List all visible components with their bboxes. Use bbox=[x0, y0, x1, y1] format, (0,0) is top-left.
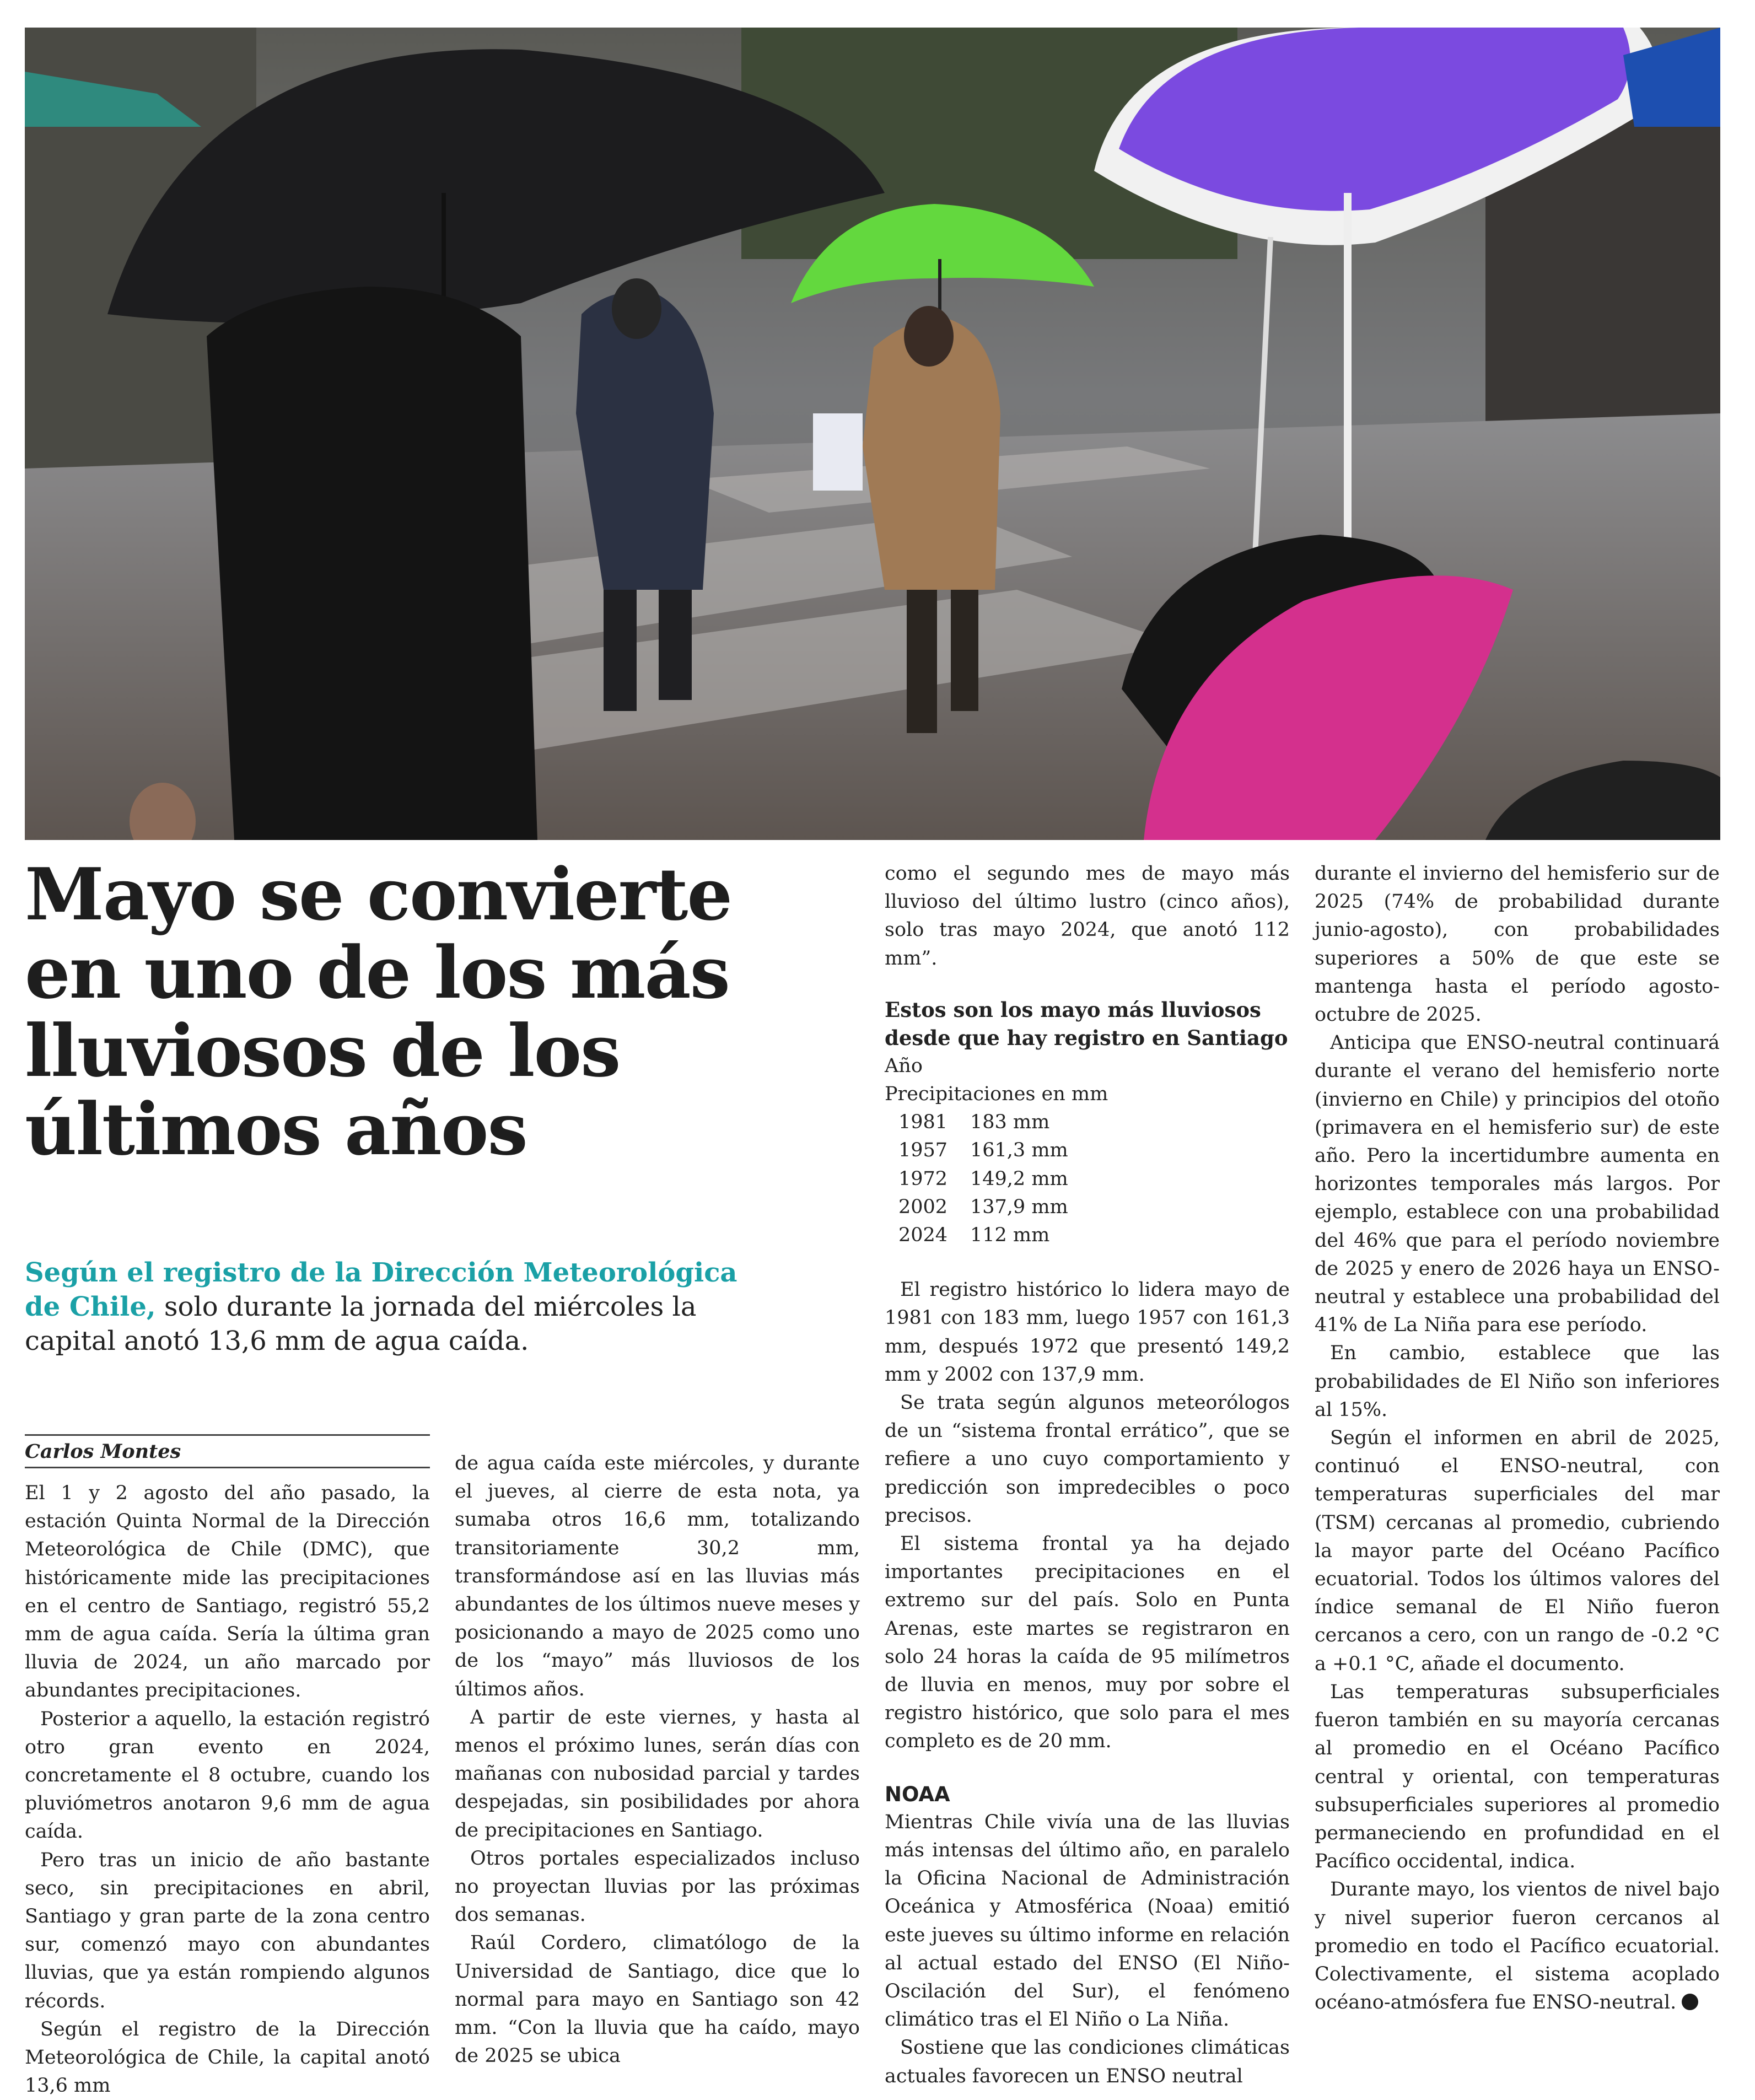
records-row bbox=[898, 1193, 1290, 1221]
lead-text: solo durante la jornada del miércoles la capital anotó 13,6 mm de agua caída. bbox=[25, 1291, 697, 1356]
body-paragraph: En cambio, establece que las probabilidades de El Niño son inferiores al 15%. bbox=[1315, 1342, 1720, 1421]
body-paragraph: Se trata según algunos meteorólogos de un “sistema frontal errático”, que se refiere a uno cuyo comportamiento y predicción son impredecibles o poco precisos. bbox=[885, 1392, 1290, 1527]
body-paragraph: Posterior a aquello, la estación registró otro gran evento en 2024, concretamente el 8 octubre, cuando los pluviómetros anotaron 9,6 mm de agua caída. bbox=[25, 1708, 430, 1843]
rainy-street-illustration bbox=[25, 28, 1720, 840]
byline: Carlos Montes bbox=[25, 1434, 430, 1468]
records-mm: 149,2 mm bbox=[970, 1167, 1068, 1190]
records-mm: 137,9 mm bbox=[970, 1196, 1068, 1218]
body-paragraph: Mientras Chile vivía una de las lluvias más intensas del último año, en paralelo la Oficina Nacional de Administración Oceánica y Atmosférica (Noaa) emitió este jueves su último informe en relación al actual estado del ENSO (El Niño-Oscilación del Sur), el fenómeno climático tras el El Niño o La Niña. bbox=[885, 1811, 1290, 2031]
body-paragraph: El sistema frontal ya ha dejado importantes precipitaciones en el extremo sur del país. Solo en Punta Arenas, este martes se registraron en solo 24 horas la caída de 95 milímetros de lluvia en menos, muy por sobre el registro histórico, que solo para el mes completo es de 20 mm. bbox=[885, 1533, 1290, 1753]
body-paragraph: Pero tras un inicio de año bastante seco, sin precipitaciones en abril, Santiago y gran parte de la zona centro sur, comenzó mayo con abundantes lluvias, que ya están rompiendo algunos récords. bbox=[25, 1849, 430, 2012]
body-paragraph: Según el informen en abril de 2025, continuó el ENSO-neutral, con temperaturas superficiales del mar (TSM) cercanas al promedio, cubriendo la mayor parte del Océano Pacífico ecuatorial. Todos los últimos valores del índice semanal de El Niño fueron cercanos a cero, con un rango de -0.2 °C a +0.1 °C, añade el documento. bbox=[1315, 1427, 1720, 1675]
end-mark-icon bbox=[1682, 1994, 1698, 2010]
records-mm: 183 mm bbox=[970, 1111, 1050, 1134]
body-paragraph: de agua caída este miércoles, y durante el jueves, al cierre de esta nota, ya sumaba otros 16,6 mm, totalizando transitoriamente 30,2 mm, transformándose así en las lluvias más abundantes de los últimos nueve meses y posicionando a mayo de 2025 como uno de los “mayo” más lluviosos de los últimos años. bbox=[455, 1452, 860, 1700]
body-paragraph: Según el registro de la Dirección Meteorológica de Chile, la capital anotó 13,6 mm bbox=[25, 2018, 430, 2097]
records-box-label-precip: Precipitaciones en mm bbox=[885, 1083, 1108, 1106]
final-paragraph-text: Durante mayo, los vientos de nivel bajo y nivel superior fueron cercanos al promedio en todo el Pacífico ecuatorial. Colectivamente, el sistema acoplado océano-atmósfera fue ENSO-neutral. bbox=[1315, 1878, 1720, 2014]
body-paragraph: Otros portales especializados incluso no proyectan lluvias por las próximas dos semanas. bbox=[455, 1847, 860, 1926]
records-year: 2002 bbox=[898, 1196, 948, 1218]
body-paragraph: Raúl Cordero, climatólogo de la Universidad de Santiago, dice que lo normal para mayo en Santiago son 42 mm. “Con la lluvia que ha caído, mayo de 2025 se ubica bbox=[455, 1932, 860, 2067]
lead-highlight: Según el registro de la Dirección Meteorológica de Chile, bbox=[25, 1257, 737, 1322]
headline: Mayo se convierte en uno de los más lluviosos de los últimos años bbox=[25, 852, 732, 1171]
body-paragraph: Las temperaturas subsuperficiales fueron también en su mayoría cercanas al promedio en el Océano Pacífico central y oriental, con temperaturas subsuperficiales superiores al promedio permaneciendo en profundidad en el Pacífico occidental, indica. bbox=[1315, 1681, 1720, 1873]
body-paragraph: El registro histórico lo lidera mayo de 1981 con 183 mm, luego 1957 con 161,3 mm, después 1972 que presentó 149,2 mm y 2002 con 137,9 mm. bbox=[885, 1279, 1290, 1386]
body-paragraph: como el segundo mes de mayo más lluvioso del último lustro (cinco años), solo tras mayo 2024, que anotó 112 mm”. bbox=[885, 863, 1290, 970]
lead-paragraph bbox=[25, 1256, 769, 1358]
records-box-label-year: Año bbox=[885, 1054, 923, 1077]
records-year: 2024 bbox=[898, 1224, 948, 1247]
body-paragraph: A partir de este viernes, y hasta al menos el próximo lunes, serán días con mañanas con nubosidad parcial y tardes despejadas, sin posibilidades por ahora de precipitaciones en Santiago. bbox=[455, 1706, 860, 1841]
records-row bbox=[898, 1137, 1290, 1165]
records-mm: 161,3 mm bbox=[970, 1139, 1068, 1162]
records-year: 1957 bbox=[898, 1139, 948, 1162]
records-box-title: Estos son los mayo más lluviosos desde que hay registro en Santiago bbox=[885, 997, 1288, 1050]
column-2 bbox=[455, 1450, 860, 2070]
records-mm: 112 mm bbox=[970, 1224, 1050, 1247]
column-4 bbox=[1315, 860, 1720, 2017]
body-paragraph: El 1 y 2 agosto del año pasado, la estación Quinta Normal de la Dirección Meteorológica de Chile (DMC), que históricamente mide las precipitaciones en el centro de Santiago, registró 55,2 mm de agua caída. Sería la última gran lluvia de 2024, un año marcado por abundantes precipitaciones. bbox=[25, 1482, 430, 1702]
article-photo bbox=[25, 28, 1720, 840]
body-paragraph: Anticipa que ENSO-neutral continuará durante el verano del hemisferio norte (invierno en Chile) y principios del otoño (primavera en el hemisferio sur) de este año. Pero la incertidumbre aumenta en horizontes temporales más largos. Por ejemplo, establece con una probabilidad del 46% que para el período noviembre de 2025 y enero de 2026 haya un ENSO-neutral y establece una probabilidad del 41% de La Niña para ese período. bbox=[1315, 1032, 1720, 1337]
body-paragraph: Sostiene que las condiciones climáticas actuales favorecen un ENSO neutral bbox=[885, 2037, 1290, 2087]
column-1 bbox=[25, 1434, 430, 2100]
records-row bbox=[898, 1221, 1290, 1250]
records-year: 1981 bbox=[898, 1111, 948, 1134]
records-row bbox=[898, 1165, 1290, 1193]
column-3 bbox=[885, 860, 1290, 2091]
body-paragraph: durante el invierno del hemisferio sur de 2025 (74% de probabilidad durante junio-agosto), con probabilidades superiores a 50% de que este se mantenga hasta el período agosto-octubre de 2025. bbox=[1315, 863, 1720, 1026]
records-year: 1972 bbox=[898, 1167, 948, 1190]
section-heading-noaa: NOAA bbox=[885, 1782, 950, 1806]
records-row bbox=[898, 1108, 1290, 1137]
records-box bbox=[885, 996, 1290, 1250]
body-paragraph bbox=[1315, 1876, 1720, 2017]
